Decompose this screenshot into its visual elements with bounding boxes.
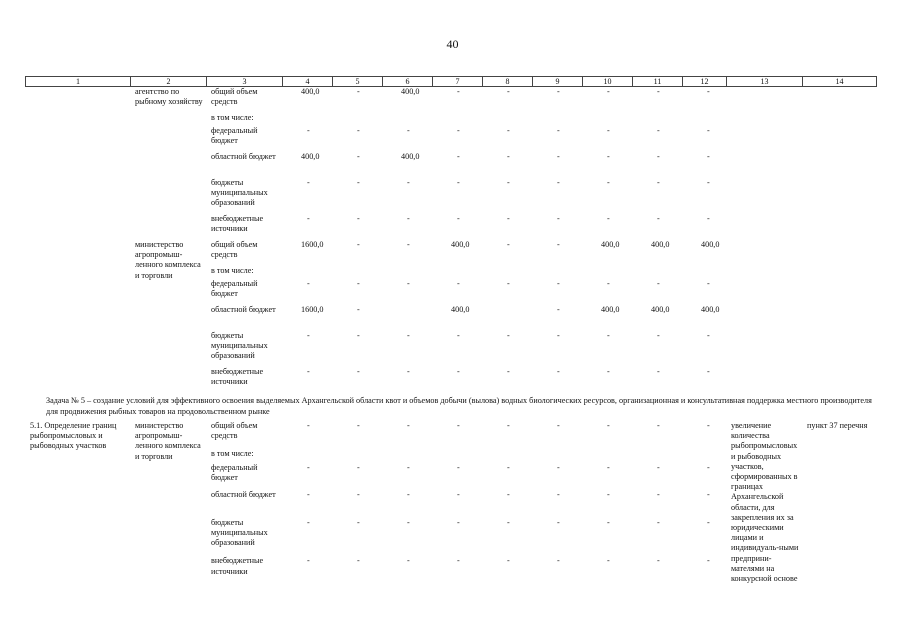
amount-cell-col5: - — [357, 279, 360, 288]
amount-cell-col10: 400,0 — [601, 305, 620, 314]
amount-cell-col4 — [283, 266, 333, 279]
amount-cell-col12: - — [707, 462, 710, 472]
amount-cell-col7: - — [457, 126, 460, 135]
amount-cell-col11: - — [657, 367, 660, 376]
block-agro-ministry — [26, 240, 877, 393]
amount-cell-col12 — [683, 113, 727, 126]
funding-source: в том числе: — [211, 448, 254, 458]
amount-cell-col7: - — [457, 152, 460, 161]
amount-cell-col6: - — [407, 126, 410, 135]
amount-cell-col11: - — [657, 214, 660, 223]
amount-cell-col8: - — [507, 240, 510, 249]
responsible-agency: министерство агропромыш-ленного комплекса и торговли — [135, 421, 201, 461]
amount-cell-col4: - — [307, 367, 310, 376]
amount-cell-col7: - — [457, 462, 460, 472]
amount-cell-col9: - — [557, 87, 560, 96]
amount-cell-col5: - — [357, 152, 360, 161]
funding-source: областной бюджет — [211, 305, 276, 314]
column-number: 6 — [383, 77, 433, 87]
amount-cell-col6: - — [407, 279, 410, 288]
amount-cell-col8 — [483, 266, 533, 279]
amount-cell-col10: - — [607, 279, 610, 288]
amount-cell-col12: - — [707, 518, 710, 528]
amount-cell-col11 — [633, 113, 683, 126]
amount-cell-col8: - — [507, 279, 510, 288]
amount-cell-col6: 400,0 — [401, 152, 420, 161]
amount-cell-col11: - — [657, 490, 660, 500]
funding-source: федеральный бюджет — [211, 462, 258, 482]
amount-cell-col5: - — [357, 490, 360, 500]
amount-cell-col10: - — [607, 462, 610, 472]
expected-result — [727, 240, 803, 393]
amount-cell-col6: 400,0 — [401, 87, 420, 96]
amount-cell-col5: - — [357, 305, 360, 314]
amount-cell-col11: - — [657, 421, 660, 430]
amount-cell-col12: 400,0 — [701, 240, 720, 249]
amount-cell-col7: - — [457, 279, 460, 288]
amount-cell-col6 — [383, 266, 433, 279]
amount-cell-col4: - — [307, 490, 310, 500]
amount-cell-col7: 400,0 — [451, 240, 470, 249]
amount-cell-col12: - — [707, 490, 710, 500]
funding-source: областной бюджет — [211, 152, 276, 161]
amount-cell-col5: - — [357, 240, 360, 249]
amount-cell-col4: - — [307, 331, 310, 340]
expected-result: увеличение количества рыбопромысловых и рыбоводных участков, сформированных в границах Архангельской области, для закрепления их за юридическими лицами и индивидуаль-ными предприни-мателями на конкурсной основе — [731, 421, 799, 584]
funding-source: внебюджетные источники — [211, 214, 264, 234]
amount-cell-col12: - — [707, 152, 710, 161]
amount-cell-col4: - — [307, 279, 310, 288]
funding-row — [26, 421, 877, 449]
amount-cell-col5: - — [357, 556, 360, 566]
amount-cell-col7: - — [457, 556, 460, 566]
amount-cell-col7 — [433, 113, 483, 126]
funding-source: бюджеты муниципальных образований — [211, 331, 268, 361]
amount-cell-col12: - — [707, 87, 710, 96]
amount-cell-col9 — [533, 449, 583, 463]
amount-cell-col9: - — [557, 331, 560, 340]
amount-cell-col11 — [633, 449, 683, 463]
amount-cell-col5: - — [357, 331, 360, 340]
amount-cell-col12: - — [707, 331, 710, 340]
amount-cell-col12: 400,0 — [701, 305, 720, 314]
amount-cell-col5 — [333, 266, 383, 279]
amount-cell-col12 — [683, 266, 727, 279]
amount-cell-col6: - — [407, 421, 410, 430]
reference-note: пункт 37 перечня — [807, 421, 868, 430]
amount-cell-col10: - — [607, 87, 610, 96]
amount-cell-col9: - — [557, 305, 560, 314]
amount-cell-col9: - — [557, 490, 560, 500]
amount-cell-col9 — [533, 113, 583, 126]
amount-cell-col8: - — [507, 214, 510, 223]
amount-cell-col9: - — [557, 126, 560, 135]
funding-source: федеральный бюджет — [211, 126, 258, 146]
amount-cell-col11: - — [657, 331, 660, 340]
amount-cell-col9: - — [557, 240, 560, 249]
amount-cell-col11: - — [657, 518, 660, 528]
column-number: 11 — [633, 77, 683, 87]
column-number-row — [26, 77, 877, 87]
amount-cell-col11: - — [657, 152, 660, 161]
amount-cell-col10 — [583, 113, 633, 126]
amount-cell-col10: - — [607, 126, 610, 135]
amount-cell-col7: - — [457, 214, 460, 223]
funding-source: общий объем средств — [211, 421, 258, 441]
amount-cell-col7: - — [457, 178, 460, 187]
amount-cell-col6: - — [407, 556, 410, 566]
amount-cell-col12: - — [707, 421, 710, 430]
column-number: 5 — [333, 77, 383, 87]
amount-cell-col8: - — [507, 421, 510, 430]
amount-cell-col7: - — [457, 518, 460, 528]
amount-cell-col8: - — [507, 331, 510, 340]
task-5-heading: Задача № 5 – создание условий для эффективного освоения выделяемых Архангельской области квот и объемов добычи (вылова) водных биологических ресурсов, организационная и консультативная поддержка местного производителя для продвижения рыбных товаров на продовольственном рынке — [46, 396, 872, 416]
amount-cell-col6 — [383, 449, 433, 463]
amount-cell-col7: - — [457, 87, 460, 96]
column-number: 9 — [533, 77, 583, 87]
block-measure-5-1 — [26, 421, 877, 584]
amount-cell-col4: 400,0 — [301, 152, 320, 161]
amount-cell-col10: - — [607, 152, 610, 161]
funding-source: в том числе: — [211, 113, 254, 122]
amount-cell-col10: - — [607, 556, 610, 566]
amount-cell-col11: - — [657, 87, 660, 96]
task-5-section — [26, 393, 877, 421]
amount-cell-col9: - — [557, 421, 560, 430]
block-fisheries-agency — [26, 87, 877, 241]
column-number: 3 — [207, 77, 283, 87]
amount-cell-col4: 1600,0 — [301, 240, 324, 249]
amount-cell-col10: 400,0 — [601, 240, 620, 249]
funding-source: внебюджетные источники — [211, 367, 264, 387]
measure-name — [26, 240, 131, 393]
amount-cell-col11: - — [657, 556, 660, 566]
amount-cell-col8: - — [507, 87, 510, 96]
amount-cell-col7: - — [457, 331, 460, 340]
page-number: 40 — [446, 37, 459, 51]
amount-cell-col4: - — [307, 462, 310, 472]
reference-note — [803, 240, 877, 393]
column-number: 2 — [131, 77, 207, 87]
amount-cell-col10 — [583, 449, 633, 463]
amount-cell-col9: - — [557, 178, 560, 187]
amount-cell-col8 — [483, 113, 533, 126]
expected-result — [727, 87, 803, 241]
amount-cell-col4: 400,0 — [301, 87, 320, 96]
amount-cell-col4: - — [307, 178, 310, 187]
amount-cell-col12: - — [707, 178, 710, 187]
amount-cell-col6 — [383, 113, 433, 126]
column-number: 8 — [483, 77, 533, 87]
amount-cell-col11: - — [657, 462, 660, 472]
amount-cell-col7 — [433, 449, 483, 463]
amount-cell-col5: - — [357, 367, 360, 376]
amount-cell-col6: - — [407, 178, 410, 187]
amount-cell-col7: 400,0 — [451, 305, 470, 314]
funding-source: федеральный бюджет — [211, 279, 258, 299]
column-number: 7 — [433, 77, 483, 87]
amount-cell-col10: - — [607, 421, 610, 430]
column-number: 4 — [283, 77, 333, 87]
amount-cell-col4 — [283, 113, 333, 126]
amount-cell-col6 — [383, 305, 433, 331]
amount-cell-col4: - — [307, 421, 310, 430]
amount-cell-col8: - — [507, 367, 510, 376]
amount-cell-col11: - — [657, 126, 660, 135]
amount-cell-col4: - — [307, 518, 310, 528]
column-number: 13 — [727, 77, 803, 87]
amount-cell-col8: - — [507, 178, 510, 187]
amount-cell-col8 — [483, 305, 533, 331]
amount-cell-col12: - — [707, 279, 710, 288]
amount-cell-col9: - — [557, 462, 560, 472]
amount-cell-col12: - — [707, 367, 710, 376]
amount-cell-col7 — [433, 266, 483, 279]
funding-source: общий объем средств — [211, 240, 258, 260]
amount-cell-col9: - — [557, 518, 560, 528]
amount-cell-col11: 400,0 — [651, 305, 670, 314]
column-number: 1 — [26, 77, 131, 87]
amount-cell-col8: - — [507, 518, 510, 528]
amount-cell-col4: - — [307, 126, 310, 135]
amount-cell-col12: - — [707, 214, 710, 223]
amount-cell-col5: - — [357, 178, 360, 187]
measure-name: 5.1. Определение границ рыбопромысловых и рыбоводных участков — [30, 421, 117, 451]
amount-cell-col10: - — [607, 178, 610, 187]
column-number: 10 — [583, 77, 633, 87]
amount-cell-col5: - — [357, 214, 360, 223]
financing-table — [25, 76, 877, 584]
amount-cell-col10: - — [607, 518, 610, 528]
funding-source: общий объем средств — [211, 87, 258, 107]
amount-cell-col8: - — [507, 556, 510, 566]
amount-cell-col11: - — [657, 178, 660, 187]
amount-cell-col5: - — [357, 462, 360, 472]
amount-cell-col8: - — [507, 462, 510, 472]
amount-cell-col6: - — [407, 490, 410, 500]
amount-cell-col6: - — [407, 331, 410, 340]
amount-cell-col6: - — [407, 214, 410, 223]
amount-cell-col11: - — [657, 279, 660, 288]
responsible-agency: министерство агропромыш-ленного комплекса и торговли — [135, 240, 201, 280]
amount-cell-col12: - — [707, 556, 710, 566]
amount-cell-col7: - — [457, 490, 460, 500]
amount-cell-col5: - — [357, 126, 360, 135]
amount-cell-col9: - — [557, 214, 560, 223]
amount-cell-col6: - — [407, 240, 410, 249]
measure-name — [26, 87, 131, 241]
funding-source: бюджеты муниципальных образований — [211, 518, 268, 548]
column-number: 14 — [803, 77, 877, 87]
amount-cell-col10: - — [607, 214, 610, 223]
amount-cell-col10: - — [607, 331, 610, 340]
amount-cell-col9 — [533, 266, 583, 279]
amount-cell-col4: - — [307, 214, 310, 223]
amount-cell-col9: - — [557, 152, 560, 161]
reference-note — [803, 87, 877, 241]
amount-cell-col5: - — [357, 518, 360, 528]
amount-cell-col5: - — [357, 421, 360, 430]
amount-cell-col7: - — [457, 367, 460, 376]
amount-cell-col10 — [583, 266, 633, 279]
funding-source: областной бюджет — [211, 490, 276, 500]
amount-cell-col11 — [633, 266, 683, 279]
amount-cell-col6: - — [407, 518, 410, 528]
amount-cell-col6: - — [407, 367, 410, 376]
amount-cell-col9: - — [557, 556, 560, 566]
amount-cell-col8: - — [507, 126, 510, 135]
amount-cell-col9: - — [557, 279, 560, 288]
amount-cell-col4: 1600,0 — [301, 305, 324, 314]
amount-cell-col4 — [283, 449, 333, 463]
amount-cell-col12: - — [707, 126, 710, 135]
funding-source: в том числе: — [211, 266, 254, 275]
amount-cell-col5 — [333, 113, 383, 126]
amount-cell-col5: - — [357, 87, 360, 96]
amount-cell-col8: - — [507, 490, 510, 500]
amount-cell-col9: - — [557, 367, 560, 376]
amount-cell-col8 — [483, 449, 533, 463]
funding-row — [26, 240, 877, 266]
amount-cell-col10: - — [607, 367, 610, 376]
amount-cell-col5 — [333, 449, 383, 463]
column-number: 12 — [683, 77, 727, 87]
funding-source: бюджеты муниципальных образований — [211, 178, 268, 208]
amount-cell-col8: - — [507, 152, 510, 161]
amount-cell-col12 — [683, 449, 727, 463]
amount-cell-col4: - — [307, 556, 310, 566]
amount-cell-col6: - — [407, 462, 410, 472]
amount-cell-col10: - — [607, 490, 610, 500]
funding-source: внебюджетные источники — [211, 556, 264, 576]
amount-cell-col11: 400,0 — [651, 240, 670, 249]
responsible-agency: агентство по рыбному хозяйству — [135, 87, 203, 107]
amount-cell-col7: - — [457, 421, 460, 430]
funding-row — [26, 87, 877, 114]
